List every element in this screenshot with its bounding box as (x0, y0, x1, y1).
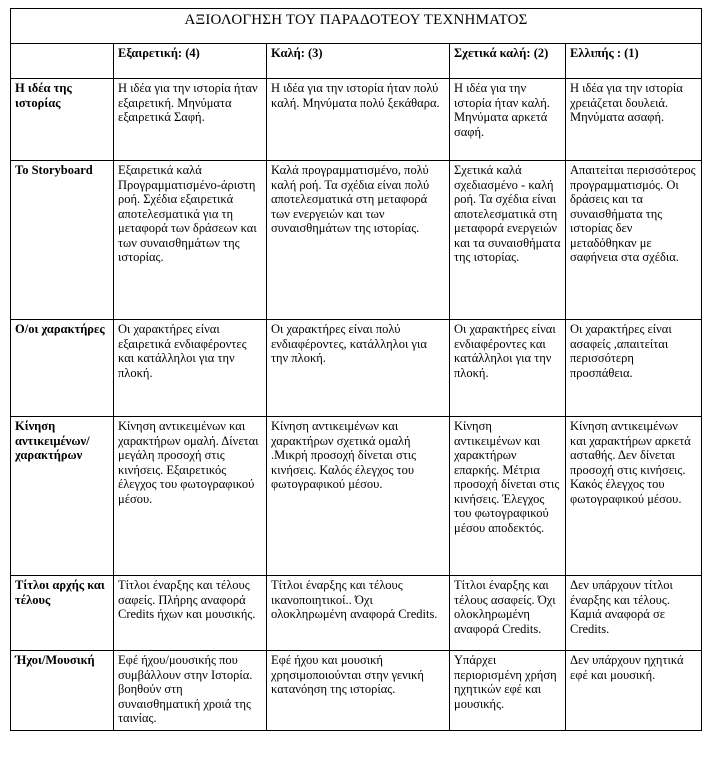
header-criterion-blank (11, 44, 114, 79)
rubric-cell: Οι χαρακτήρες είναι πολύ ενδιαφέροντες, κατάλληλοι για την πλοκή. (267, 320, 450, 417)
table-row (11, 651, 702, 731)
rubric-cell: Δεν υπάρχουν τίτλοι έναρξης και τέλους. Καμιά αναφορά σε Credits. (566, 576, 702, 651)
rubric-cell: Η ιδέα για την ιστορία ήταν καλή. Μηνύματα αρκετά σαφή. (450, 79, 566, 161)
document-title: ΑΞΙΟΛΟΓΗΣΗ ΤΟΥ ΠΑΡΑΔΟΤΕΟΥ ΤΕΧΝΗΜΑΤΟΣ (11, 9, 702, 44)
rubric-cell: Κίνηση αντικειμένων και χαρακτήρων επαρκής. Μέτρια προσοχή δίνεται στις κινήσεις. Έλεγχος του φωτογραφικού μέσου αποδεκτός. (450, 417, 566, 576)
header-level-poor: Ελλιπής : (1) (566, 44, 702, 79)
criterion-label: Ήχοι/Μουσική (11, 651, 114, 731)
rubric-cell: Υπάρχει περιορισμένη χρήση ηχητικών εφέ και μουσικής. (450, 651, 566, 731)
criterion-label: Τίτλοι αρχής και τέλους (11, 576, 114, 651)
rubric-cell: Σχετικά καλά σχεδιασμένο - καλή ροή. Τα σχέδια είναι αποτελεσματικά στη μεταφορά ενεργειών και τα συναισθήματα της ιστορίας. (450, 161, 566, 320)
rubric-cell: Οι χαρακτήρες είναι εξαιρετικά ενδιαφέροντες και κατάλληλοι για την πλοκή. (114, 320, 267, 417)
rubric-cell: Η ιδέα για την ιστορία χρειάζεται δουλειά. Μηνύματα ασαφή. (566, 79, 702, 161)
header-level-excellent: Εξαιρετική: (4) (114, 44, 267, 79)
rubric-cell: Κίνηση αντικειμένων και χαρακτήρων αρκετά ασταθής. Δεν δίνεται προσοχή στις κινήσεις. Κακός έλεγχος του φωτογραφικού μέσου. (566, 417, 702, 576)
rubric-cell: Οι χαρακτήρες είναι ασαφείς ,απαιτείται περισσότερη προσπάθεια. (566, 320, 702, 417)
criterion-label: Η ιδέα της ιστορίας (11, 79, 114, 161)
rubric-cell: Η ιδέα για την ιστορία ήταν πολύ καλή. Μηνύματα πολύ ξεκάθαρα. (267, 79, 450, 161)
header-level-fair: Σχετικά καλή: (2) (450, 44, 566, 79)
table-row (11, 576, 702, 651)
rubric-table (10, 8, 702, 731)
rubric-cell: Καλά προγραμματισμένο, πολύ καλή ροή. Τα σχέδια είναι πολύ αποτελεσματικά στη μεταφορά των ενεργειών και των συναισθημάτων της ιστορίας. (267, 161, 450, 320)
rubric-cell: Η ιδέα για την ιστορία ήταν εξαιρετική. Μηνύματα εξαιρετικά Σαφή. (114, 79, 267, 161)
criterion-label: Κίνηση αντικειμένων/ χαρακτήρων (11, 417, 114, 576)
rubric-cell: Δεν υπάρχουν ηχητικά εφέ και μουσική. (566, 651, 702, 731)
rubric-cell: Εφέ ήχου και μουσική χρησιμοποιούνται στην γενική κατανόηση της ιστορίας. (267, 651, 450, 731)
table-row (11, 161, 702, 320)
rubric-cell: Τίτλοι έναρξης και τέλους ικανοποιητικοί.. Όχι ολοκληρωμένη αναφορά Credits. (267, 576, 450, 651)
criterion-label: Ο/οι χαρακτήρες (11, 320, 114, 417)
criterion-label: Το Storyboard (11, 161, 114, 320)
table-row (11, 320, 702, 417)
rubric-cell: Απαιτείται περισσότερος προγραμματισμός. Οι δράσεις και τα συναισθήματα της ιστορίας δεν μεταδόθηκαν με σαφήνεια στα σχέδια. (566, 161, 702, 320)
rubric-cell: Οι χαρακτήρες είναι ενδιαφέροντες και κατάλληλοι για την πλοκή. (450, 320, 566, 417)
rubric-cell: Εξαιρετικά καλά Προγραμματισμένο-άριστη ροή. Σχέδια εξαιρετικά αποτελεσματικά για τη μεταφορά των δράσεων και των συναισθημάτων της ιστορίας. (114, 161, 267, 320)
table-row (11, 79, 702, 161)
rubric-cell: Εφέ ήχου/μουσικής που συμβάλλουν στην Ιστορία. βοηθούν στη συναισθηματική χροιά της ταινίας. (114, 651, 267, 731)
rubric-cell: Τίτλοι έναρξης και τέλους ασαφείς. Όχι ολοκληρωμένη αναφορά Credits. (450, 576, 566, 651)
table-row (11, 417, 702, 576)
header-level-good: Καλή: (3) (267, 44, 450, 79)
rubric-cell: Κίνηση αντικειμένων και χαρακτήρων σχετικά ομαλή .Μικρή προσοχή δίνεται στις κινήσεις. Καλός έλεγχος του φωτογραφικού μέσου. (267, 417, 450, 576)
rubric-cell: Κίνηση αντικειμένων και χαρακτήρων ομαλή. Δίνεται μεγάλη προσοχή στις κινήσεις. Εξαιρετικός έλεγχος του φωτογραφικού μέσου. (114, 417, 267, 576)
rubric-cell: Τίτλοι έναρξης και τέλους σαφείς. Πλήρης αναφορά Credits ήχων και μουσικής. (114, 576, 267, 651)
